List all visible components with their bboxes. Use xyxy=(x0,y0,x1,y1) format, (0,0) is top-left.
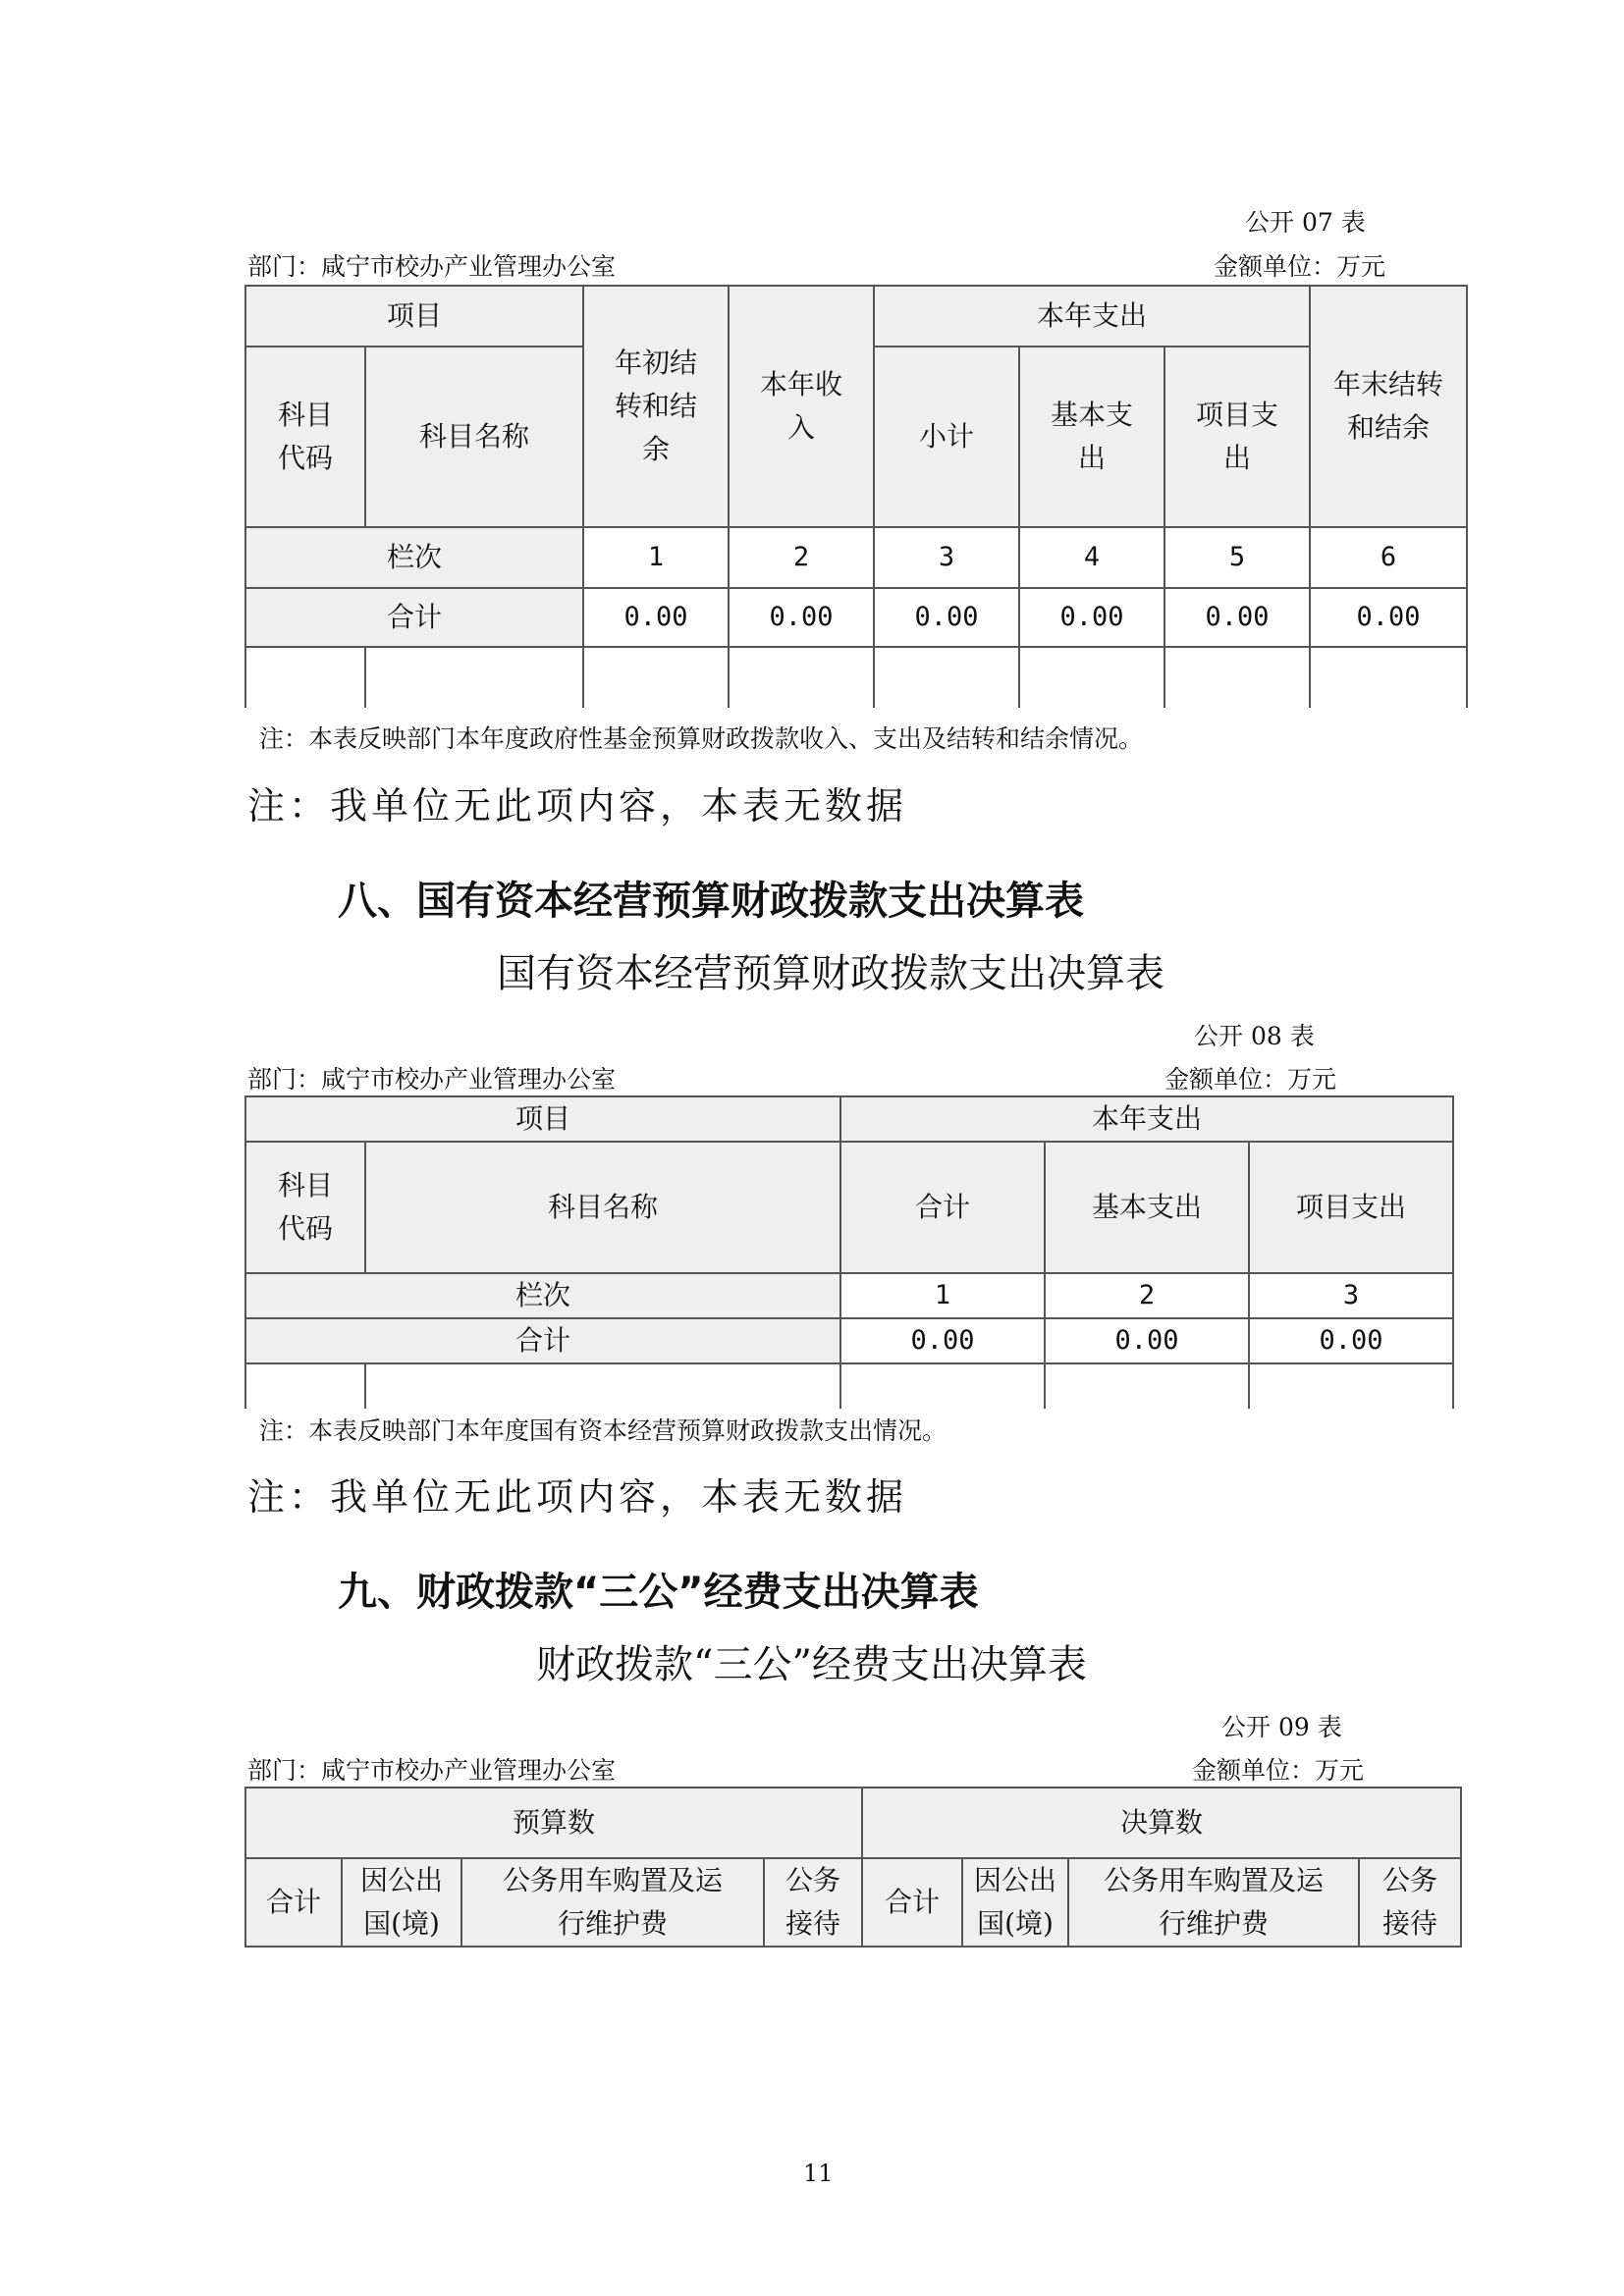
row-total-label: 合计 xyxy=(245,1318,840,1363)
total-value: 0.00 xyxy=(1310,588,1467,647)
table08-footnote: 注：本表反映部门本年度国有资本经营预算财政拨款支出情况。 xyxy=(259,1416,947,1445)
header-final-official-reception: 公务 接待 xyxy=(1359,1858,1461,1947)
column-index: 3 xyxy=(874,527,1019,588)
header-item: 项目 xyxy=(245,286,583,347)
table-row xyxy=(245,647,1467,708)
header-opening-balance: 年初结 转和结 余 xyxy=(583,286,729,527)
header-basic-expense: 基本支 出 xyxy=(1019,347,1164,527)
header-budget-official-vehicles: 公务用车购置及运 行维护费 xyxy=(461,1858,764,1947)
table08-no-data-note: 注：我单位无此项内容，本表无数据 xyxy=(247,1475,908,1519)
table07-footnote: 注：本表反映部门本年度政府性基金预算财政拨款收入、支出及结转和结余情况。 xyxy=(259,724,1144,753)
header-final-overseas-travel: 因公出 国(境) xyxy=(962,1858,1068,1947)
header-current-expense: 本年支出 xyxy=(874,286,1310,347)
row-total-label: 合计 xyxy=(245,588,583,647)
table07-department: 部门：咸宁市校办产业管理办公室 xyxy=(247,252,617,281)
total-value: 0.00 xyxy=(729,588,874,647)
header-project-expense: 项目支 出 xyxy=(1164,347,1310,527)
header-subject-name: 科目名称 xyxy=(365,1142,840,1273)
header-closing-balance: 年末结转 和结余 xyxy=(1310,286,1467,527)
table07 xyxy=(244,285,1468,708)
header-item: 项目 xyxy=(245,1096,840,1142)
total-value: 0.00 xyxy=(1164,588,1310,647)
section9-heading: 九、财政拨款“三公”经费支出决算表 xyxy=(338,1570,979,1615)
total-value: 0.00 xyxy=(1045,1318,1249,1363)
total-value: 0.00 xyxy=(583,588,729,647)
table09-code: 公开 09 表 xyxy=(1221,1713,1342,1741)
table09 xyxy=(244,1787,1462,1948)
column-index: 6 xyxy=(1310,527,1467,588)
column-index: 2 xyxy=(729,527,874,588)
header-subject-code: 科目 代码 xyxy=(245,347,365,527)
column-index: 2 xyxy=(1045,1273,1249,1318)
table09-unit: 金额单位：万元 xyxy=(1192,1756,1365,1785)
header-budget-total: 合计 xyxy=(245,1858,342,1947)
total-value: 0.00 xyxy=(874,588,1019,647)
header-budget-overseas-travel: 因公出 国(境) xyxy=(342,1858,461,1947)
table08-unit: 金额单位：万元 xyxy=(1164,1065,1337,1094)
header-total: 合计 xyxy=(840,1142,1045,1273)
column-index: 1 xyxy=(583,527,729,588)
table08-code: 公开 08 表 xyxy=(1194,1022,1315,1050)
header-subject-code: 科目 代码 xyxy=(245,1142,365,1273)
header-budget: 预算数 xyxy=(245,1788,862,1858)
section9-subtitle: 财政拨款“三公”经费支出决算表 xyxy=(536,1642,1087,1687)
table09-department: 部门：咸宁市校办产业管理办公室 xyxy=(247,1756,617,1785)
table07-no-data-note: 注：我单位无此项内容，本表无数据 xyxy=(247,784,908,828)
header-basic-expense: 基本支出 xyxy=(1045,1142,1249,1273)
header-current-expense: 本年支出 xyxy=(840,1096,1453,1142)
header-budget-official-reception: 公务 接待 xyxy=(764,1858,862,1947)
table07-code: 公开 07 表 xyxy=(1245,208,1366,237)
header-current-income: 本年收 入 xyxy=(729,286,874,527)
header-final-accounts: 决算数 xyxy=(862,1788,1461,1858)
header-subtotal: 小计 xyxy=(874,347,1019,527)
header-final-official-vehicles: 公务用车购置及运 行维护费 xyxy=(1068,1858,1359,1947)
table08-department: 部门：咸宁市校办产业管理办公室 xyxy=(247,1065,617,1094)
column-index: 5 xyxy=(1164,527,1310,588)
table-row xyxy=(245,1363,1453,1409)
header-subject-name: 科目名称 xyxy=(365,347,583,527)
section8-heading: 八、国有资本经营预算财政拨款支出决算表 xyxy=(338,879,1084,924)
total-value: 0.00 xyxy=(1019,588,1164,647)
column-index: 3 xyxy=(1249,1273,1453,1318)
header-final-total: 合计 xyxy=(862,1858,962,1947)
total-value: 0.00 xyxy=(1249,1318,1453,1363)
total-value: 0.00 xyxy=(840,1318,1045,1363)
table08 xyxy=(244,1095,1454,1409)
section8-subtitle: 国有资本经营预算财政拨款支出决算表 xyxy=(497,951,1164,996)
column-index: 4 xyxy=(1019,527,1164,588)
row-column-index-label: 栏次 xyxy=(245,527,583,588)
column-index: 1 xyxy=(840,1273,1045,1318)
table07-unit: 金额单位：万元 xyxy=(1214,252,1386,281)
page-number: 11 xyxy=(803,2160,834,2187)
row-column-index-label: 栏次 xyxy=(245,1273,840,1318)
header-project-expense: 项目支出 xyxy=(1249,1142,1453,1273)
